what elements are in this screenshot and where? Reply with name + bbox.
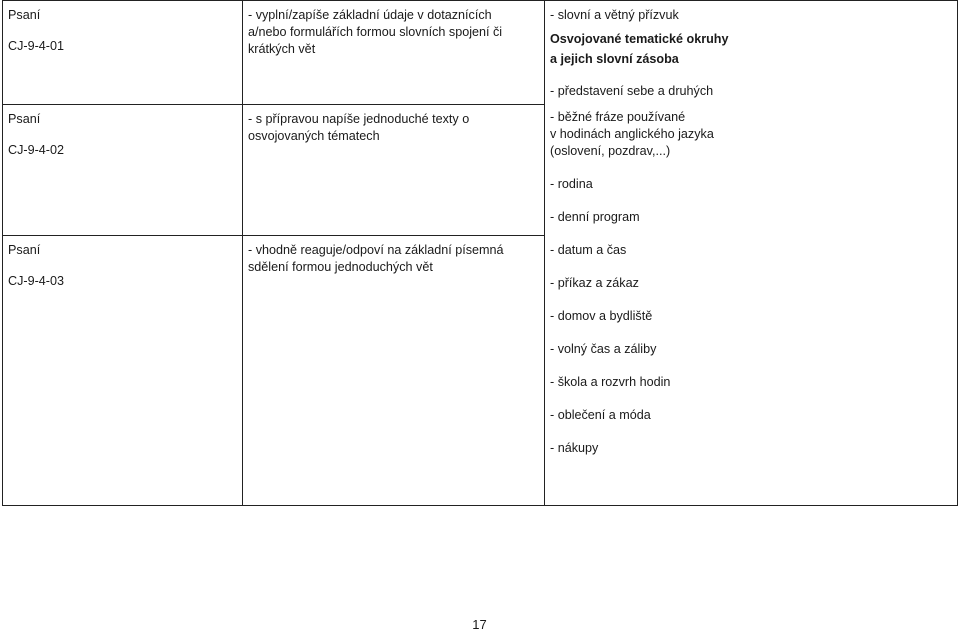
topic-item: - běžné fráze používané	[550, 110, 686, 124]
outcome-line: osvojovaných tématech	[248, 129, 380, 143]
outcome-line: krátkých vět	[248, 42, 316, 56]
outcome-cell	[243, 105, 545, 236]
curriculum-table	[2, 0, 958, 506]
outcome-code: CJ-9-4-02	[8, 143, 64, 157]
content-intro: - slovní a větný přízvuk	[550, 8, 679, 22]
table-row	[3, 1, 958, 105]
skill-label: Psaní	[8, 112, 41, 126]
skill-cell	[3, 236, 243, 506]
topic-item: - domov a bydliště	[550, 309, 653, 323]
topic-item: - nákupy	[550, 441, 599, 455]
topic-item: - denní program	[550, 210, 640, 224]
outcome-line: a/nebo formulářích formou slovních spojení či	[248, 25, 503, 39]
outcome-cell	[243, 236, 545, 506]
content-cell	[545, 1, 958, 506]
topic-item: - škola a rozvrh hodin	[550, 375, 671, 389]
outcome-cell	[243, 1, 545, 105]
topic-item: v hodinách anglického jazyka	[550, 127, 714, 141]
topic-item: (oslovení, pozdrav,...)	[550, 144, 671, 158]
outcome-line: - vyplní/zapíše základní údaje v dotaznících	[248, 8, 492, 22]
outcome-line: sdělení formou jednoduchých vět	[248, 260, 433, 274]
topic-item: - oblečení a móda	[550, 408, 651, 422]
topic-item: - volný čas a záliby	[550, 342, 657, 356]
skill-cell	[3, 105, 243, 236]
skill-label: Psaní	[8, 243, 41, 257]
outcome-code: CJ-9-4-01	[8, 39, 64, 53]
topics-heading: a jejich slovní zásoba	[550, 52, 679, 66]
topic-item: - představení sebe a druhých	[550, 84, 714, 98]
topic-item: - rodina	[550, 177, 593, 191]
topic-item: - datum a čas	[550, 243, 627, 257]
topics-heading: Osvojované tematické okruhy	[550, 32, 729, 46]
skill-cell	[3, 1, 243, 105]
outcome-line: - s přípravou napíše jednoduché texty o	[248, 112, 470, 126]
outcome-code: CJ-9-4-03	[8, 274, 64, 288]
page-number: 17	[472, 617, 487, 632]
skill-label: Psaní	[8, 8, 41, 22]
outcome-line: - vhodně reaguje/odpoví na základní písemná	[248, 243, 504, 257]
topic-item: - příkaz a zákaz	[550, 276, 639, 290]
